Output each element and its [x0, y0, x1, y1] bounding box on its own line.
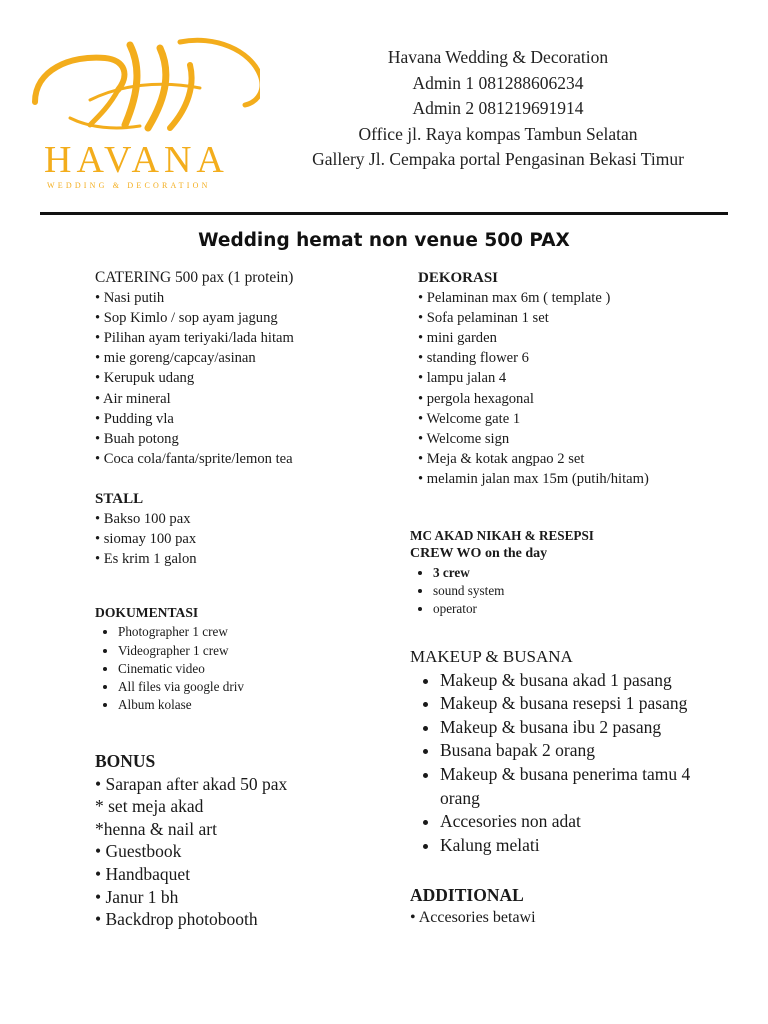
list-item: • Cinematic video	[118, 660, 244, 678]
dokumentasi-heading: DOKUMENTASI	[95, 605, 199, 620]
header-divider	[40, 212, 728, 215]
list-item: • Busana bapak 2 orang	[440, 739, 730, 763]
office-address: Office jl. Raya kompas Tambun Selatan	[358, 123, 638, 144]
bonus-heading: BONUS	[95, 751, 156, 771]
stall-section	[95, 489, 197, 569]
contact-block	[270, 45, 726, 173]
admin-1-phone: Admin 1 081288606234	[412, 72, 584, 93]
additional-heading: ADDITIONAL	[410, 885, 524, 905]
admin-2-phone: Admin 2 081219691914	[412, 98, 584, 118]
gallery-address: Gallery Jl. Cempaka portal Pengasinan Bekasi Timur	[312, 149, 684, 169]
stall-heading: STALL	[95, 491, 144, 507]
list-item: • mie goreng/capcay/asinan	[95, 350, 256, 367]
list-item: • Makeup & busana penerima tamu 4 orang	[440, 763, 730, 810]
list-item: • Pilihan ayam teriyaki/lada hitam	[95, 330, 294, 347]
list-item: • Buah potong	[95, 430, 179, 447]
list-item: • Photographer 1 crew	[118, 623, 244, 641]
list-item: • pergola hexagonal	[418, 390, 534, 407]
list-item: • Sarapan after akad 50 pax	[95, 773, 288, 794]
list-item: • Meja & kotak angpao 2 set	[418, 450, 585, 467]
list-item: • sound system	[433, 582, 594, 600]
list-item: • Es krim 1 galon	[95, 551, 197, 568]
havana-logo	[30, 30, 260, 190]
list-item: • Backdrop photobooth	[95, 909, 258, 930]
list-item: • Accesories non adat	[440, 810, 730, 834]
catering-section	[95, 268, 294, 469]
list-item: • Kerupuk udang	[95, 370, 195, 387]
package-title: Wedding hemat non venue 500 PAX	[198, 230, 570, 251]
list-item: • mini garden	[418, 330, 497, 347]
havana-monogram-icon	[30, 30, 260, 140]
dekorasi-section	[418, 268, 649, 489]
list-item: • Guestbook	[95, 841, 182, 862]
catering-heading: CATERING 500 pax (1 protein)	[95, 269, 294, 286]
list-item: • Videographer 1 crew	[118, 642, 244, 660]
list-item: • Album kolase	[118, 696, 244, 714]
list-item: • Handbaquet	[95, 863, 191, 884]
list-item: • Pelaminan max 6m ( template )	[418, 290, 611, 307]
list-item: • melamin jalan max 15m (putih/hitam)	[418, 470, 649, 487]
makeup-section	[410, 645, 740, 857]
list-item: • operator	[433, 600, 594, 618]
list-item: • All files via google driv	[118, 678, 244, 696]
brand-name: HAVANA	[44, 139, 229, 181]
bonus-section	[95, 750, 287, 931]
list-item: • Makeup & busana resepsi 1 pasang	[440, 692, 730, 716]
dokumentasi-section	[95, 604, 244, 715]
list-item: *henna & nail art	[95, 818, 217, 839]
makeup-heading: MAKEUP & BUSANA	[410, 647, 573, 666]
list-item: • Accesories betawi	[410, 908, 536, 926]
list-item: • Kalung melati	[440, 834, 730, 858]
list-item: • Sofa pelaminan 1 set	[418, 310, 549, 327]
list-item: • Pudding vla	[95, 410, 174, 427]
list-item: • Bakso 100 pax	[95, 511, 191, 528]
company-name: Havana Wedding & Decoration	[387, 47, 609, 67]
list-item: • Air mineral	[95, 390, 171, 407]
list-item: • standing flower 6	[418, 350, 529, 367]
list-item: • Coca cola/fanta/sprite/lemon tea	[95, 450, 293, 467]
crew-heading: CREW WO on the day	[410, 546, 548, 562]
list-item: * set meja akad	[95, 796, 204, 817]
list-item: • Welcome sign	[418, 430, 510, 447]
dekorasi-heading: DEKORASI	[418, 270, 499, 286]
list-item: • Welcome gate 1	[418, 410, 521, 427]
mc-crew-section	[410, 527, 594, 618]
list-item: • Janur 1 bh	[95, 886, 179, 907]
additional-section	[410, 884, 536, 929]
mc-heading: MC AKAD NIKAH & RESEPSI	[410, 528, 594, 543]
list-item: • 3 crew	[433, 564, 594, 582]
brand-tagline: WEDDING & DECORATION	[47, 181, 211, 190]
list-item: • siomay 100 pax	[95, 531, 197, 548]
list-item: • Nasi putih	[95, 290, 165, 307]
list-item: • Sop Kimlo / sop ayam jagung	[95, 310, 278, 327]
list-item: • Makeup & busana ibu 2 pasang	[440, 716, 730, 740]
list-item: • Makeup & busana akad 1 pasang	[440, 669, 730, 693]
list-item: • lampu jalan 4	[418, 370, 507, 387]
